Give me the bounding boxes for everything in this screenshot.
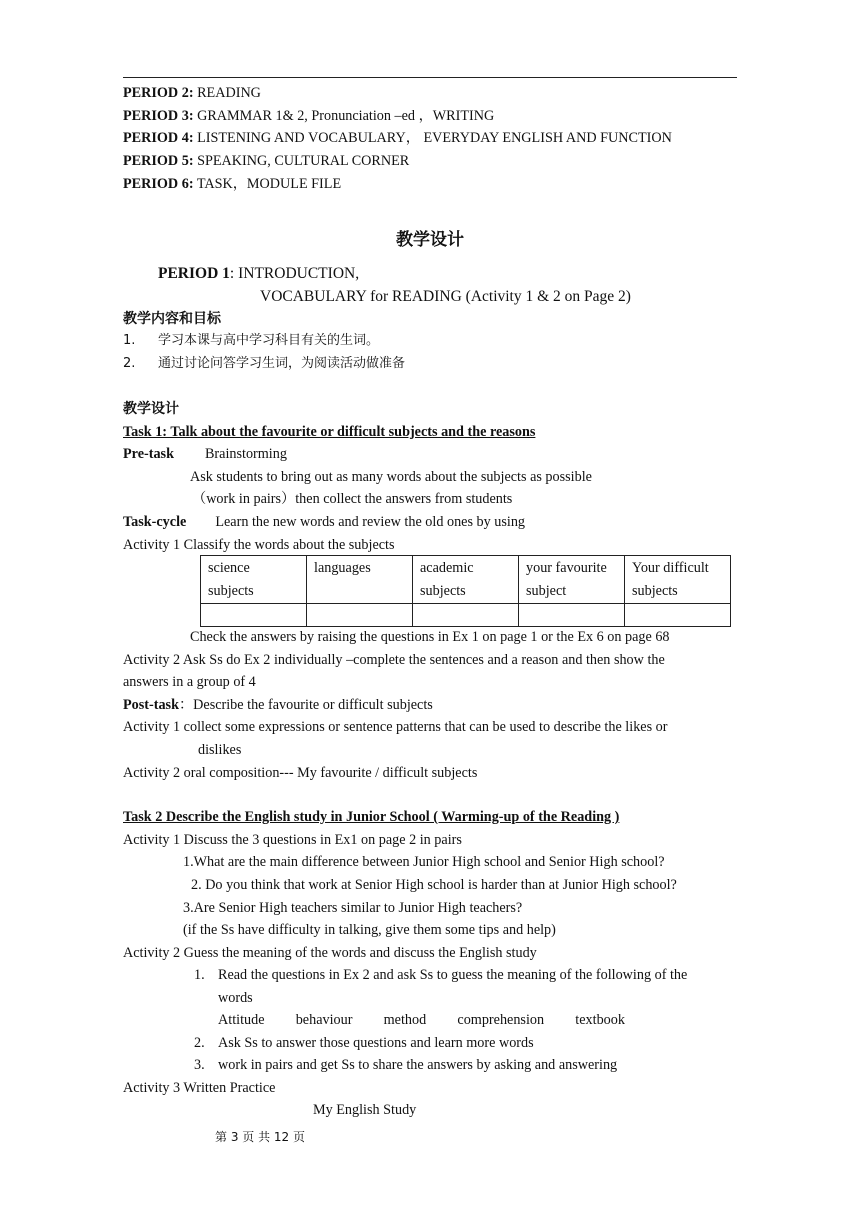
post-task-line: Post-task：Describe the favourite or difficult subjects: [123, 697, 433, 713]
table-cell: [413, 604, 519, 627]
period-1-subheading: VOCABULARY for READING (Activity 1 & 2 on Page 2): [260, 288, 631, 305]
step-1-text-2: words: [218, 990, 253, 1006]
table-header-cell: academic subjects: [413, 556, 519, 604]
header-rule: [123, 77, 737, 78]
question-3: 3.Are Senior High teachers similar to Junior High teachers?: [183, 900, 523, 916]
post-activity-2-line: Activity 2 oral composition--- My favourite / difficult subjects: [123, 765, 478, 781]
step-number: 3.: [194, 1057, 205, 1073]
table-cell: [625, 604, 731, 627]
pre-task-instruction: Ask students to bring out as many words about the subjects as possible: [190, 469, 592, 485]
task-2-title: Task 2 Describe the English study in Junior School ( Warming-up of the Reading ): [123, 809, 620, 825]
step-number: 2.: [194, 1035, 205, 1051]
period-4-line: PERIOD 4: LISTENING AND VOCABULARY， EVERYDAY ENGLISH AND FUNCTION: [123, 130, 672, 146]
step-2-text: Ask Ss to answer those questions and learn more words: [218, 1035, 534, 1051]
vocabulary-words-row: [218, 1011, 625, 1029]
pre-task-line: Pre-task Brainstorming: [123, 446, 287, 462]
design-title: 教学设计: [396, 230, 464, 250]
objective-item: 2.: [123, 356, 136, 371]
question-1: 1.What are the main difference between Junior High school and Senior High school?: [183, 854, 665, 870]
task-2-activity-2: Activity 2 Guess the meaning of the words and discuss the English study: [123, 945, 537, 961]
period-2-line: PERIOD 2: READING: [123, 85, 261, 101]
question-2: 2. Do you think that work at Senior High school is harder than at Junior High school?: [191, 877, 677, 893]
objectives-heading: 教学内容和目标: [123, 311, 221, 327]
activity-1-line: Activity 1 Classify the words about the subjects: [123, 537, 395, 553]
table-row: [201, 604, 731, 627]
check-answers-line: Check the answers by raising the questions in Ex 1 on page 1 or the Ex 6 on page 68: [190, 629, 670, 645]
objective-item-text: 通过讨论问答学习生词，为阅读活动做准备: [158, 356, 406, 371]
tips-note: (if the Ss have difficulty in talking, give them some tips and help): [183, 922, 556, 938]
task-1-title: Task 1: Talk about the favourite or difficult subjects and the reasons: [123, 424, 536, 440]
table-header-cell: languages: [307, 556, 413, 604]
vocabulary-words: [218, 1011, 625, 1029]
vocab-word: method: [383, 1012, 427, 1028]
period-5-line: PERIOD 5: SPEAKING, CULTURAL CORNER: [123, 153, 410, 169]
vocab-word: behaviour: [295, 1012, 353, 1028]
vocab-word: comprehension: [457, 1012, 545, 1028]
objective-item-text: 学习本课与高中学习科目有关的生词。: [158, 333, 380, 348]
activity-2-line: Activity 2 Ask Ss do Ex 2 individually –complete the sentences and a reason and then show the: [123, 652, 665, 668]
table-cell: [519, 604, 625, 627]
table-header-cell: your favourite subject: [519, 556, 625, 604]
task-2-activity-3: Activity 3 Written Practice: [123, 1080, 276, 1096]
step-1-text: Read the questions in Ex 2 and ask Ss to guess the meaning of the following of the: [218, 967, 688, 983]
objective-item: 1.: [123, 333, 136, 348]
period-6-line: PERIOD 6: TASK，MODULE FILE: [123, 176, 342, 192]
activity-2-line-2: answers in a group of 4: [123, 674, 256, 690]
task-cycle-line: Task-cycle Learn the new words and review the old ones by using: [123, 514, 526, 530]
table-row: [201, 556, 731, 604]
pre-task-instruction-2: （work in pairs）then collect the answers from students: [192, 491, 513, 507]
step-number: 1.: [194, 967, 205, 983]
table-cell: [201, 604, 307, 627]
subjects-table: [200, 555, 731, 627]
period-1-heading: PERIOD 1: INTRODUCTION,: [158, 265, 360, 282]
task-2-activity-1: Activity 1 Discuss the 3 questions in Ex1 on page 2 in pairs: [123, 832, 462, 848]
table-header-cell: Your difficult subjects: [625, 556, 731, 604]
post-activity-1-line: Activity 1 collect some expressions or sentence patterns that can be used to describe the likes or: [123, 719, 668, 735]
page-footer: 第 3 页 共 12 页: [215, 1130, 305, 1144]
vocab-word: textbook: [575, 1012, 625, 1028]
table-header-cell: science subjects: [201, 556, 307, 604]
post-activity-1-line-2: dislikes: [198, 742, 242, 758]
period-3-line: PERIOD 3: GRAMMAR 1& 2, Pronunciation –ed ，WRITING: [123, 108, 495, 124]
step-3-text: work in pairs and get Ss to share the answers by asking and answering: [218, 1057, 618, 1073]
table-cell: [307, 604, 413, 627]
vocab-word: Attitude: [218, 1012, 265, 1028]
practice-title: My English Study: [313, 1102, 417, 1118]
design-heading: 教学设计: [123, 401, 179, 417]
